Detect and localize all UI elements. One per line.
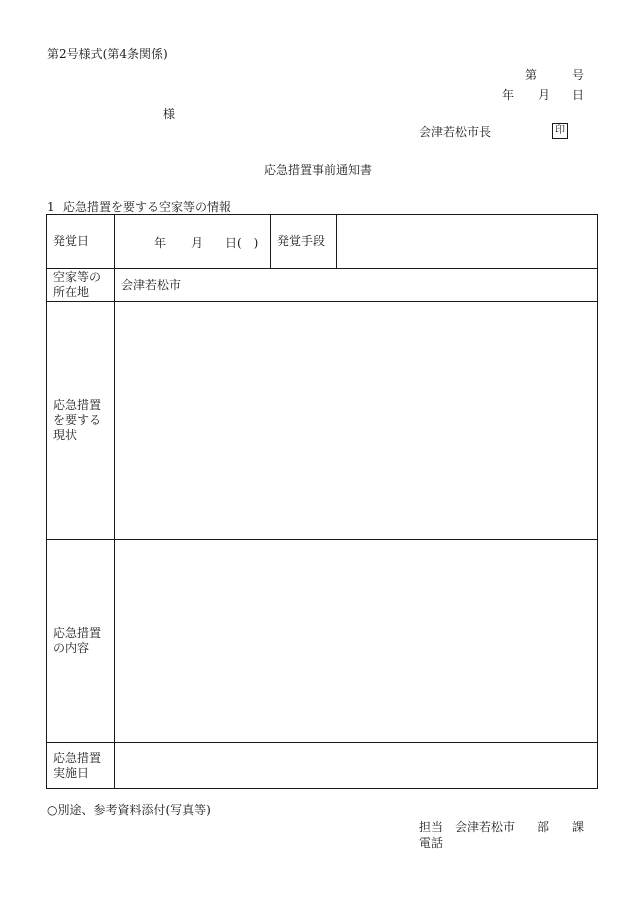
issue-date-field[interactable] [115, 215, 271, 269]
location-field[interactable]: 会津若松市 [115, 269, 598, 302]
document-title: 応急措置事前通知書 [264, 163, 373, 177]
table-row [47, 302, 598, 540]
table-row [47, 215, 598, 269]
contact-department-label: 部 [537, 820, 550, 834]
issue-date-label: 発覚日 [47, 215, 115, 269]
section-number: 1 [47, 200, 55, 214]
table-row [47, 269, 598, 302]
document-number-suffix: 号 [572, 68, 585, 82]
issue-date-year: 年 [154, 235, 167, 250]
seal-stamp: 印 [552, 123, 568, 139]
measure-content-field[interactable] [115, 540, 598, 743]
implementation-date-field[interactable] [115, 743, 598, 789]
form-number: 第2号様式(第4条関係) [47, 47, 168, 61]
section-heading-text: 応急措置を要する空家等の情報 [63, 200, 232, 214]
info-table [46, 214, 598, 789]
current-state-label: 応急措置を要する現状 [47, 302, 115, 540]
date-day-label: 日 [572, 88, 585, 102]
contact-phone-label: 電話 [419, 836, 444, 850]
contact-person [419, 820, 585, 834]
current-state-field[interactable] [115, 302, 598, 540]
location-label: 空家等の所在地 [47, 269, 115, 302]
issue-date-month: 月 [191, 235, 204, 250]
date-year-label: 年 [502, 88, 515, 102]
discovery-method-field[interactable] [337, 215, 598, 269]
table-row [47, 743, 598, 789]
sender-name: 会津若松市長 [419, 125, 492, 139]
attachment-note: ○別途、参考資料添付(写真等) [47, 803, 211, 817]
measure-content-label: 応急措置の内容 [47, 540, 115, 743]
table-row [47, 540, 598, 743]
issue-date-day: 日( ) [225, 235, 259, 250]
discovery-method-label: 発覚手段 [271, 215, 337, 269]
implementation-date-label: 応急措置実施日 [47, 743, 115, 789]
section-heading [47, 200, 231, 214]
document-number-prefix: 第 [525, 68, 538, 82]
contact-prefix: 担当 会津若松市 [419, 820, 516, 834]
addressee-honorific: 様 [163, 107, 176, 121]
date-month-label: 月 [538, 88, 551, 102]
contact-section-label: 課 [572, 820, 585, 834]
